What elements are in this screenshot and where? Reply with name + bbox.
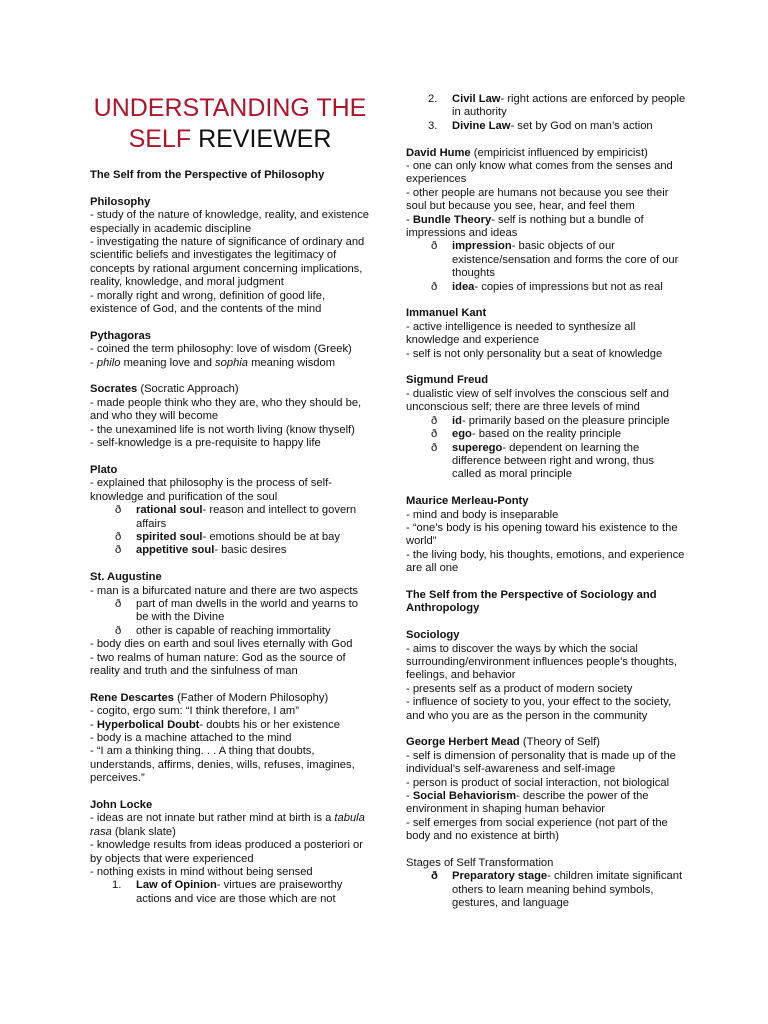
bullet-marker: ð <box>115 504 122 517</box>
text-line: - cogito, ergo sum: “I think therefore, I am” <box>90 705 299 718</box>
numbered-item <box>90 879 370 906</box>
text-line: - person is product of social interaction, not biological <box>406 776 670 789</box>
text-line: - investigating the nature of significance of ordinary and scientific beliefs and investigates the legitimacy of concepts by rational argument concerning implications, reality, knowledge, and moral judgment <box>90 236 365 289</box>
title-red: UNDERSTANDING THE SELF <box>93 94 367 153</box>
bullet-marker: ð <box>115 597 122 610</box>
text-line: - self is dimension of personality that is made up of the individual’s self-awareness and self-image <box>406 749 676 776</box>
bullet-item <box>406 428 686 441</box>
title-black: REVIEWER <box>198 125 332 153</box>
bullet-item <box>90 504 370 531</box>
text-line: Rene Descartes (Father of Modern Philosophy) <box>90 691 329 704</box>
bullet-item <box>406 240 686 280</box>
section-heading: John Locke <box>90 798 153 811</box>
bullet-item <box>406 442 686 482</box>
text-line: - philo meaning love and sophia meaning wisdom <box>90 356 336 369</box>
item-text: Divine Law- set by God on man’s action <box>452 119 653 132</box>
text-line: - nothing exists in mind without being sensed <box>90 866 313 879</box>
item-text: ego- based on the reality principle <box>452 428 622 441</box>
text-line: Socrates (Socratic Approach) <box>90 383 239 396</box>
item-text: id- primarily based on the pleasure principle <box>452 414 670 427</box>
text-line: - body dies on earth and soul lives eternally with God <box>90 638 353 651</box>
item-text: other is capable of reaching immortality <box>136 624 331 637</box>
right-column-body <box>406 93 686 911</box>
text-line: - self emerges from social experience (not part of the body and no existence at birth) <box>406 816 668 843</box>
item-text: part of man dwells in the world and yearns to be with the Divine <box>136 597 359 624</box>
item-text: impression- basic objects of our existence/sensation and forms the core of our thoughts <box>452 240 679 280</box>
text-line: - self is not only personality but a seat of knowledge <box>406 347 663 360</box>
item-text: rational soul- reason and intellect to govern affairs <box>136 504 357 530</box>
bullet-marker: ð <box>115 624 122 637</box>
bullet-item <box>90 544 370 557</box>
document-title <box>90 0 370 155</box>
right-top-spacer <box>406 0 686 93</box>
text-line: - dualistic view of self involves the conscious self and unconscious self; there are three levels of mind <box>406 387 670 414</box>
list-number: 3. <box>428 119 438 132</box>
text-line: - one can only know what comes from the senses and experiences <box>406 160 673 186</box>
list-number: 1. <box>112 879 122 892</box>
text-line: - two realms of human nature: God as the source of reality and truth and the sinfulness of man <box>90 651 346 677</box>
text-line: - other people are humans not because you see their soul but because you see, hear, and feel them <box>406 186 669 213</box>
text-line: - knowledge results from ideas produced a posteriori or by objects that were experienced <box>90 839 363 865</box>
text-line: - explained that philosophy is the process of self-knowledge and purification of the soul <box>90 477 332 503</box>
bullet-marker: ð <box>115 544 122 557</box>
section-heading: Plato <box>90 463 118 476</box>
bullet-marker: ð <box>431 240 438 253</box>
text-line: - Hyperbolical Doubt- doubts his or her existence <box>90 718 340 731</box>
bullet-item <box>90 598 370 625</box>
bullet-marker: ð <box>431 414 438 427</box>
bullet-marker: ð <box>431 428 438 441</box>
section-heading: St. Augustine <box>90 571 162 584</box>
item-text: superego- dependent on learning the difference between right and wrong, thus called as moral principle <box>452 441 654 481</box>
bullet-item <box>406 870 686 910</box>
section-heading: Pythagoras <box>90 329 151 342</box>
text-line: - mind and body is inseparable <box>406 508 559 521</box>
text-line: - Bundle Theory- self is nothing but a bundle of impressions and ideas <box>406 213 644 240</box>
bullet-marker: ð <box>431 441 438 454</box>
section-heading: The Self from the Perspective of Philosophy <box>90 169 325 181</box>
text-line: George Herbert Mead (Theory of Self) <box>406 736 600 749</box>
text-line: - the living body, his thoughts, emotions, and experience are all one <box>406 548 685 575</box>
text-line: - presents self as a product of modern society <box>406 682 633 695</box>
left-column-body <box>90 169 370 906</box>
text-line: - body is a machine attached to the mind <box>90 731 292 744</box>
bullet-item <box>90 625 370 638</box>
bullet-item <box>90 531 370 544</box>
text-line: - “one’s body is his opening toward his existence to the world” <box>406 521 678 548</box>
item-text: Law of Opinion- virtues are praiseworthy actions and vice are those which are not <box>136 879 343 905</box>
item-text: Preparatory stage- children imitate significant others to learn meaning behind symbols, gestures, and language <box>452 870 683 910</box>
section-heading: The Self from the Perspective of Sociology and Anthropology <box>406 588 657 615</box>
text-line: - morally right and wrong, definition of good life, existence of God, and the contents of the mind <box>90 289 326 316</box>
bullet-marker: ð <box>115 530 122 543</box>
text-line: - active intelligence is needed to synthesize all knowledge and experience <box>406 320 636 347</box>
text-line: - self-knowledge is a pre-requisite to happy life <box>90 437 321 450</box>
section-heading: Philosophy <box>90 195 151 208</box>
text-line: - made people think who they are, who they should be, and who they will become <box>90 396 362 423</box>
text-line: - ideas are not innate but rather mind at birth is a tabula rasa (blank slate) <box>90 812 365 838</box>
numbered-item <box>406 120 686 133</box>
item-text: Civil Law- right actions are enforced by people in authority <box>452 93 686 119</box>
text-line: - Social Behaviorism- describe the power of the environment in shaping human behavior <box>406 790 649 816</box>
text-line: - study of the nature of knowledge, reality, and existence especially in academic discipline <box>90 209 370 235</box>
section-heading: Maurice Merleau-Ponty <box>406 495 529 508</box>
text-line: - coined the term philosophy: love of wisdom (Greek) <box>90 343 352 356</box>
text-line: - influence of society to you, your effect to the society, and who you are as the person in the community <box>406 696 672 722</box>
list-number: 2. <box>428 93 438 105</box>
numbered-item <box>406 93 686 120</box>
text-line: - aims to discover the ways by which the social surrounding/environment influences people’s thoughts, feelings, and behavior <box>406 642 677 682</box>
text-line: David Hume (empiricist influenced by empiricist) <box>406 146 648 159</box>
section-heading: Sigmund Freud <box>406 374 489 387</box>
bullet-marker: ð <box>431 870 438 883</box>
left-column <box>90 0 370 906</box>
text-line: - man is a bifurcated nature and there are two aspects <box>90 584 359 597</box>
item-text: appetitive soul- basic desires <box>136 544 287 557</box>
bullet-item <box>406 281 686 294</box>
section-heading: Immanuel Kant <box>406 307 487 320</box>
right-column <box>406 0 686 911</box>
bullet-item <box>406 415 686 428</box>
section-heading: Sociology <box>406 629 460 642</box>
text-line: - “I am a thinking thing. . . A thing that doubts, understands, affirms, denies, wills, refuses, imagines, perceives.” <box>90 745 355 785</box>
bullet-marker: ð <box>431 280 438 293</box>
text-line: Stages of Self Transformation <box>406 857 554 870</box>
item-text: spirited soul- emotions should be at bay <box>136 530 340 543</box>
item-text: idea- copies of impressions but not as real <box>452 280 663 293</box>
text-line: - the unexamined life is not worth living (know thyself) <box>90 423 355 436</box>
